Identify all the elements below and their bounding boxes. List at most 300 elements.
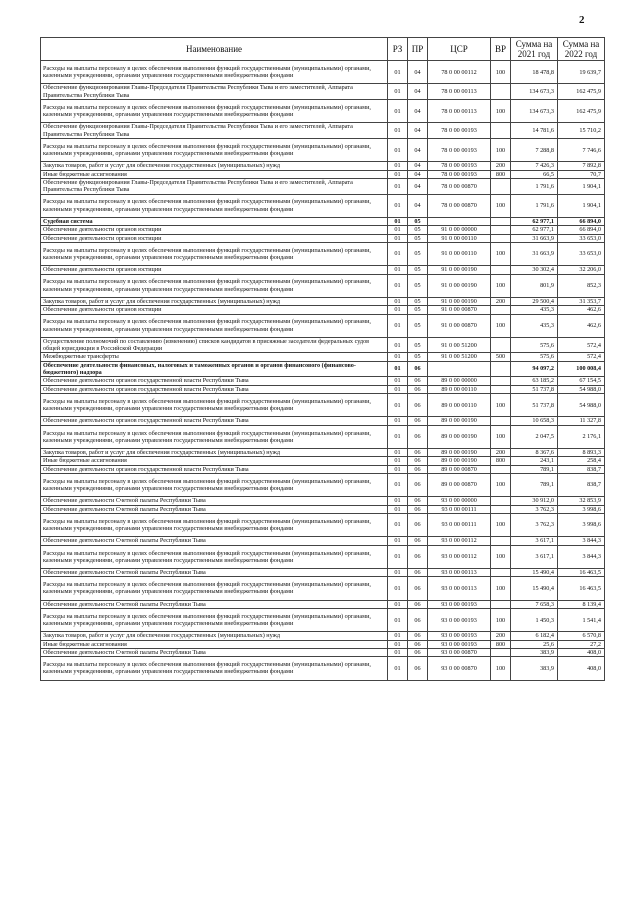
row-sum-2021-cell: 63 185,2: [511, 377, 558, 385]
table-row: [41, 337, 605, 353]
row-sum-2021-cell: 3 617,1: [511, 537, 558, 545]
row-sum-2021-cell: 789,1: [511, 465, 558, 473]
row-sum-2021-cell: 575,6: [511, 337, 558, 353]
row-name-cell: Расходы на выплаты персоналу в целях обеспечения выполнения функций государственными (муниципальными) органами, казенными учреждениями, органами управления государственными внебюджетными фондами: [41, 608, 388, 631]
row-rz-cell: 01: [388, 162, 408, 170]
row-name-cell: Обеспечение деятельности органов юстиции: [41, 266, 388, 274]
row-sum-2022-cell: 3 844,3: [558, 537, 605, 545]
row-rz-cell: 01: [388, 465, 408, 473]
row-pr-cell: 06: [408, 600, 428, 608]
row-sum-2021-cell: 383,9: [511, 648, 558, 656]
row-sum-2022-cell: 33 653,0: [558, 234, 605, 242]
row-pr-cell: 06: [408, 608, 428, 631]
row-sum-2021-cell: 801,9: [511, 274, 558, 297]
row-vr-cell: 100: [491, 473, 511, 496]
row-name-cell: Расходы на выплаты персоналу в целях обеспечения выполнения функций государственными (муниципальными) органами, казенными учреждениями, органами управления государственными внебюджетными фондами: [41, 513, 388, 536]
table-row: [41, 178, 605, 194]
row-sum-2021-cell: 134 673,3: [511, 99, 558, 122]
row-csr-cell: 91 0 00 00000: [428, 226, 491, 234]
row-csr-cell: 93 0 00 00193: [428, 640, 491, 648]
table-row: [41, 361, 605, 377]
row-vr-cell: [491, 306, 511, 314]
row-sum-2021-cell: 1 450,3: [511, 608, 558, 631]
row-pr-cell: 06: [408, 473, 428, 496]
row-vr-cell: [491, 537, 511, 545]
row-vr-cell: 100: [491, 577, 511, 600]
row-sum-2022-cell: 32 853,9: [558, 497, 605, 505]
table-row: [41, 545, 605, 568]
row-pr-cell: 05: [408, 266, 428, 274]
row-name-cell: Обеспечение деятельности Счетной палаты Республики Тыва: [41, 648, 388, 656]
row-vr-cell: 800: [491, 170, 511, 178]
row-sum-2022-cell: 27,2: [558, 640, 605, 648]
table-row: [41, 632, 605, 640]
row-name-cell: Судебная система: [41, 217, 388, 225]
row-sum-2021-cell: 31 663,9: [511, 234, 558, 242]
row-vr-cell: 800: [491, 457, 511, 465]
row-vr-cell: 200: [491, 449, 511, 457]
row-vr-cell: [491, 600, 511, 608]
row-sum-2021-cell: 29 500,4: [511, 297, 558, 305]
row-name-cell: Обеспечение деятельности Счетной палаты Республики Тыва: [41, 569, 388, 577]
row-sum-2021-cell: 94 097,2: [511, 361, 558, 377]
row-csr-cell: [428, 361, 491, 377]
row-vr-cell: [491, 266, 511, 274]
table-row: [41, 353, 605, 361]
row-pr-cell: 06: [408, 577, 428, 600]
row-sum-2021-cell: 435,3: [511, 306, 558, 314]
row-rz-cell: 01: [388, 353, 408, 361]
row-name-cell: Расходы на выплаты персоналу в целях обеспечения выполнения функций государственными (муниципальными) органами, казенными учреждениями, органами управления государственными внебюджетными фондами: [41, 657, 388, 680]
row-sum-2022-cell: 3 998,6: [558, 505, 605, 513]
row-pr-cell: 06: [408, 569, 428, 577]
row-rz-cell: 01: [388, 217, 408, 225]
row-pr-cell: 06: [408, 513, 428, 536]
row-sum-2021-cell: 134 673,3: [511, 84, 558, 100]
row-csr-cell: 78 0 00 00870: [428, 178, 491, 194]
row-rz-cell: 01: [388, 497, 408, 505]
row-pr-cell: 05: [408, 226, 428, 234]
row-vr-cell: 100: [491, 608, 511, 631]
row-pr-cell: 06: [408, 377, 428, 385]
row-sum-2022-cell: 7 892,8: [558, 162, 605, 170]
table-header-row: [41, 38, 605, 61]
row-rz-cell: 01: [388, 505, 408, 513]
row-pr-cell: 06: [408, 425, 428, 448]
row-vr-cell: [491, 361, 511, 377]
table-row: [41, 465, 605, 473]
row-sum-2021-cell: 31 663,9: [511, 242, 558, 265]
table-row: [41, 569, 605, 577]
row-csr-cell: 93 0 00 00111: [428, 513, 491, 536]
row-sum-2021-cell: 14 781,6: [511, 123, 558, 139]
table-row: [41, 314, 605, 337]
row-name-cell: Расходы на выплаты персоналу в целях обеспечения выполнения функций государственными (муниципальными) органами, казенными учреждениями, органами управления государственными внебюджетными фондами: [41, 473, 388, 496]
row-csr-cell: 78 0 00 00193: [428, 123, 491, 139]
row-rz-cell: 01: [388, 194, 408, 217]
row-sum-2021-cell: 243,1: [511, 457, 558, 465]
row-sum-2022-cell: 2 176,1: [558, 425, 605, 448]
row-rz-cell: 01: [388, 473, 408, 496]
row-rz-cell: 01: [388, 61, 408, 84]
row-name-cell: Осуществление полномочий по составлению (изменению) списков кандидатов в присяжные заседатели федеральных судов общей юрисдикции в Российской Федерации: [41, 337, 388, 353]
row-name-cell: Обеспечение функционирования Главы-Председателя Правительства Республики Тыва и его заместителей, Аппарата Правительства Республики Тыва: [41, 123, 388, 139]
row-csr-cell: 89 0 00 00190: [428, 425, 491, 448]
row-rz-cell: 01: [388, 138, 408, 161]
table-body: [41, 61, 605, 681]
row-csr-cell: 93 0 00 00870: [428, 657, 491, 680]
row-csr-cell: 91 0 00 00110: [428, 242, 491, 265]
row-pr-cell: 05: [408, 234, 428, 242]
row-name-cell: Иные бюджетные ассигнования: [41, 640, 388, 648]
row-name-cell: Обеспечение функционирования Главы-Председателя Правительства Республики Тыва и его заместителей, Аппарата Правительства Республики Тыва: [41, 84, 388, 100]
row-csr-cell: 93 0 00 00113: [428, 577, 491, 600]
row-pr-cell: 04: [408, 138, 428, 161]
row-sum-2022-cell: 408,0: [558, 648, 605, 656]
row-sum-2021-cell: 575,6: [511, 353, 558, 361]
row-sum-2021-cell: 62 977,1: [511, 226, 558, 234]
table-row: [41, 266, 605, 274]
row-sum-2022-cell: 462,6: [558, 306, 605, 314]
row-rz-cell: 01: [388, 123, 408, 139]
row-sum-2022-cell: 8 139,4: [558, 600, 605, 608]
row-vr-cell: [491, 385, 511, 393]
row-rz-cell: 01: [388, 99, 408, 122]
row-csr-cell: 78 0 00 00112: [428, 61, 491, 84]
header-rz: РЗ: [388, 38, 408, 61]
row-vr-cell: 100: [491, 194, 511, 217]
table-row: [41, 497, 605, 505]
row-vr-cell: [491, 178, 511, 194]
row-rz-cell: 01: [388, 234, 408, 242]
row-name-cell: Обеспечение деятельности органов юстиции: [41, 306, 388, 314]
table-row: [41, 61, 605, 84]
row-name-cell: Расходы на выплаты персоналу в целях обеспечения выполнения функций государственными (муниципальными) органами, казенными учреждениями, органами управления государственными внебюджетными фондами: [41, 194, 388, 217]
row-pr-cell: 06: [408, 632, 428, 640]
row-pr-cell: 06: [408, 393, 428, 416]
table-row: [41, 194, 605, 217]
row-rz-cell: 01: [388, 657, 408, 680]
row-sum-2021-cell: 10 658,3: [511, 417, 558, 425]
row-vr-cell: 100: [491, 545, 511, 568]
row-name-cell: Обеспечение деятельности органов государственной власти Республики Тыва: [41, 377, 388, 385]
row-csr-cell: 89 0 00 00190: [428, 457, 491, 465]
row-name-cell: Обеспечение деятельности органов государственной власти Республики Тыва: [41, 385, 388, 393]
row-sum-2021-cell: 51 737,8: [511, 393, 558, 416]
row-sum-2021-cell: 3 617,1: [511, 545, 558, 568]
row-rz-cell: 01: [388, 449, 408, 457]
row-sum-2021-cell: 66,5: [511, 170, 558, 178]
row-csr-cell: 78 0 00 00113: [428, 99, 491, 122]
table-row: [41, 449, 605, 457]
table-row: [41, 385, 605, 393]
row-sum-2022-cell: 15 710,2: [558, 123, 605, 139]
row-vr-cell: 100: [491, 242, 511, 265]
row-vr-cell: 200: [491, 632, 511, 640]
row-name-cell: Расходы на выплаты персоналу в целях обеспечения выполнения функций государственными (муниципальными) органами, казенными учреждениями, органами управления государственными внебюджетными фондами: [41, 577, 388, 600]
row-rz-cell: 01: [388, 170, 408, 178]
row-name-cell: Обеспечение деятельности Счетной палаты Республики Тыва: [41, 537, 388, 545]
row-pr-cell: 05: [408, 314, 428, 337]
row-rz-cell: 01: [388, 640, 408, 648]
row-pr-cell: 06: [408, 361, 428, 377]
row-sum-2022-cell: 7 746,6: [558, 138, 605, 161]
row-sum-2022-cell: 8 893,3: [558, 449, 605, 457]
row-sum-2022-cell: 572,4: [558, 353, 605, 361]
row-vr-cell: 100: [491, 425, 511, 448]
row-vr-cell: [491, 123, 511, 139]
row-sum-2021-cell: 15 490,4: [511, 577, 558, 600]
row-pr-cell: 05: [408, 217, 428, 225]
row-vr-cell: [491, 217, 511, 225]
row-name-cell: Обеспечение деятельности финансовых, налоговых и таможенных органов и органов финансового (финансово-бюджетного) надзора: [41, 361, 388, 377]
row-pr-cell: 06: [408, 537, 428, 545]
row-sum-2022-cell: 54 988,0: [558, 393, 605, 416]
row-pr-cell: 04: [408, 178, 428, 194]
table-row: [41, 600, 605, 608]
row-csr-cell: 89 0 00 00190: [428, 449, 491, 457]
row-pr-cell: 04: [408, 84, 428, 100]
row-sum-2022-cell: 838,7: [558, 465, 605, 473]
row-name-cell: Обеспечение деятельности органов юстиции: [41, 234, 388, 242]
table-row: [41, 417, 605, 425]
row-rz-cell: 01: [388, 314, 408, 337]
row-rz-cell: 01: [388, 306, 408, 314]
row-sum-2022-cell: 33 653,0: [558, 242, 605, 265]
row-name-cell: Закупка товаров, работ и услуг для обеспечения государственных (муниципальных) нужд: [41, 449, 388, 457]
row-vr-cell: [491, 497, 511, 505]
row-name-cell: Расходы на выплаты персоналу в целях обеспечения выполнения функций государственными (муниципальными) органами, казенными учреждениями, органами управления государственными внебюджетными фондами: [41, 99, 388, 122]
row-rz-cell: 01: [388, 457, 408, 465]
table-row: [41, 274, 605, 297]
table-row: [41, 648, 605, 656]
header-csr: ЦСР: [428, 38, 491, 61]
table-row: [41, 84, 605, 100]
row-vr-cell: 200: [491, 162, 511, 170]
row-rz-cell: 01: [388, 84, 408, 100]
row-sum-2022-cell: 100 008,4: [558, 361, 605, 377]
row-name-cell: Расходы на выплаты персоналу в целях обеспечения выполнения функций государственными (муниципальными) органами, казенными учреждениями, органами управления государственными внебюджетными фондами: [41, 242, 388, 265]
row-sum-2021-cell: 7 426,3: [511, 162, 558, 170]
header-name: Наименование: [41, 38, 388, 61]
row-vr-cell: [491, 226, 511, 234]
row-sum-2022-cell: 32 206,0: [558, 266, 605, 274]
table-row: [41, 577, 605, 600]
row-csr-cell: 91 0 00 00190: [428, 266, 491, 274]
row-sum-2021-cell: 1 791,6: [511, 178, 558, 194]
row-name-cell: Обеспечение деятельности Счетной палаты Республики Тыва: [41, 505, 388, 513]
row-csr-cell: 93 0 00 00000: [428, 497, 491, 505]
table-row: [41, 513, 605, 536]
table-row: [41, 123, 605, 139]
row-pr-cell: 04: [408, 123, 428, 139]
row-sum-2021-cell: 6 182,4: [511, 632, 558, 640]
row-sum-2021-cell: 2 047,5: [511, 425, 558, 448]
row-sum-2021-cell: 1 791,6: [511, 194, 558, 217]
row-sum-2022-cell: 838,7: [558, 473, 605, 496]
row-vr-cell: 100: [491, 393, 511, 416]
row-sum-2022-cell: 3 844,3: [558, 545, 605, 568]
row-csr-cell: 93 0 00 00113: [428, 569, 491, 577]
row-name-cell: Закупка товаров, работ и услуг для обеспечения государственных (муниципальных) нужд: [41, 297, 388, 305]
row-name-cell: Межбюджетные трансферты: [41, 353, 388, 361]
row-vr-cell: [491, 569, 511, 577]
table-row: [41, 226, 605, 234]
row-csr-cell: 78 0 00 00113: [428, 84, 491, 100]
table-row: [41, 425, 605, 448]
row-sum-2022-cell: 66 894,0: [558, 226, 605, 234]
row-rz-cell: 01: [388, 513, 408, 536]
row-rz-cell: 01: [388, 385, 408, 393]
row-vr-cell: [491, 337, 511, 353]
row-pr-cell: 06: [408, 497, 428, 505]
row-csr-cell: [428, 217, 491, 225]
row-pr-cell: 06: [408, 545, 428, 568]
row-pr-cell: 05: [408, 297, 428, 305]
row-csr-cell: 78 0 00 00193: [428, 170, 491, 178]
row-rz-cell: 01: [388, 425, 408, 448]
row-rz-cell: 01: [388, 377, 408, 385]
table-row: [41, 657, 605, 680]
row-csr-cell: 91 0 00 00190: [428, 297, 491, 305]
row-rz-cell: 01: [388, 600, 408, 608]
row-rz-cell: 01: [388, 266, 408, 274]
row-sum-2022-cell: 66 894,0: [558, 217, 605, 225]
row-csr-cell: 93 0 00 00193: [428, 608, 491, 631]
row-sum-2022-cell: 258,4: [558, 457, 605, 465]
row-pr-cell: 04: [408, 170, 428, 178]
row-csr-cell: 78 0 00 00193: [428, 162, 491, 170]
row-csr-cell: 93 0 00 00111: [428, 505, 491, 513]
row-sum-2022-cell: 162 475,9: [558, 99, 605, 122]
row-csr-cell: 91 0 00 00190: [428, 274, 491, 297]
row-sum-2021-cell: 15 490,4: [511, 569, 558, 577]
row-vr-cell: [491, 417, 511, 425]
row-pr-cell: 06: [408, 657, 428, 680]
row-rz-cell: 01: [388, 274, 408, 297]
row-vr-cell: [491, 648, 511, 656]
row-rz-cell: 01: [388, 361, 408, 377]
row-sum-2021-cell: 8 367,6: [511, 449, 558, 457]
row-csr-cell: 93 0 00 00193: [428, 632, 491, 640]
row-name-cell: Закупка товаров, работ и услуг для обеспечения государственных (муниципальных) нужд: [41, 162, 388, 170]
row-sum-2022-cell: 31 353,7: [558, 297, 605, 305]
row-sum-2022-cell: 408,0: [558, 657, 605, 680]
row-sum-2022-cell: 54 988,0: [558, 385, 605, 393]
row-rz-cell: 01: [388, 337, 408, 353]
row-vr-cell: 800: [491, 640, 511, 648]
row-vr-cell: 100: [491, 274, 511, 297]
row-csr-cell: 78 0 00 00193: [428, 138, 491, 161]
row-pr-cell: 04: [408, 99, 428, 122]
row-vr-cell: [491, 465, 511, 473]
table-row: [41, 297, 605, 305]
table-row: [41, 537, 605, 545]
row-pr-cell: 06: [408, 449, 428, 457]
row-pr-cell: 04: [408, 162, 428, 170]
row-rz-cell: 01: [388, 226, 408, 234]
row-csr-cell: 89 0 00 00110: [428, 385, 491, 393]
row-sum-2021-cell: 62 977,1: [511, 217, 558, 225]
row-csr-cell: 91 0 00 51200: [428, 353, 491, 361]
row-sum-2021-cell: 30 912,0: [511, 497, 558, 505]
row-name-cell: Обеспечение деятельности Счетной палаты Республики Тыва: [41, 600, 388, 608]
row-rz-cell: 01: [388, 648, 408, 656]
row-pr-cell: 05: [408, 242, 428, 265]
row-csr-cell: 93 0 00 00870: [428, 648, 491, 656]
row-pr-cell: 06: [408, 417, 428, 425]
row-csr-cell: 78 0 00 00870: [428, 194, 491, 217]
table-row: [41, 505, 605, 513]
table-row: [41, 170, 605, 178]
page-number: 2: [579, 14, 585, 26]
row-sum-2021-cell: 25,6: [511, 640, 558, 648]
row-pr-cell: 06: [408, 465, 428, 473]
row-sum-2022-cell: 462,6: [558, 314, 605, 337]
row-sum-2022-cell: 3 998,6: [558, 513, 605, 536]
row-vr-cell: 200: [491, 297, 511, 305]
row-vr-cell: [491, 377, 511, 385]
row-rz-cell: 01: [388, 608, 408, 631]
row-name-cell: Закупка товаров, работ и услуг для обеспечения государственных (муниципальных) нужд: [41, 632, 388, 640]
row-rz-cell: 01: [388, 632, 408, 640]
row-rz-cell: 01: [388, 297, 408, 305]
table-row: [41, 473, 605, 496]
header-sum-2021: Сумма на 2021 год: [511, 38, 558, 61]
row-name-cell: Расходы на выплаты персоналу в целях обеспечения выполнения функций государственными (муниципальными) органами, казенными учреждениями, органами управления государственными внебюджетными фондами: [41, 425, 388, 448]
row-sum-2021-cell: 18 478,8: [511, 61, 558, 84]
row-name-cell: Обеспечение деятельности органов государственной власти Республики Тыва: [41, 465, 388, 473]
budget-table: [40, 37, 605, 681]
row-sum-2022-cell: 162 475,9: [558, 84, 605, 100]
row-sum-2021-cell: 3 762,3: [511, 505, 558, 513]
header-sum-2022: Сумма на 2022 год: [558, 38, 605, 61]
row-csr-cell: 93 0 00 00112: [428, 537, 491, 545]
table-row: [41, 242, 605, 265]
row-sum-2021-cell: 7 288,8: [511, 138, 558, 161]
row-pr-cell: 06: [408, 648, 428, 656]
row-pr-cell: 05: [408, 274, 428, 297]
row-vr-cell: 100: [491, 513, 511, 536]
row-csr-cell: 89 0 00 00110: [428, 393, 491, 416]
row-csr-cell: 91 0 00 51200: [428, 337, 491, 353]
row-vr-cell: 100: [491, 138, 511, 161]
row-vr-cell: 100: [491, 61, 511, 84]
row-vr-cell: 100: [491, 657, 511, 680]
table-row: [41, 393, 605, 416]
row-name-cell: Иные бюджетные ассигнования: [41, 170, 388, 178]
row-csr-cell: 91 0 00 00870: [428, 314, 491, 337]
row-sum-2021-cell: 383,9: [511, 657, 558, 680]
row-sum-2022-cell: 19 639,7: [558, 61, 605, 84]
row-name-cell: Обеспечение функционирования Главы-Председателя Правительства Республики Тыва и его заместителей, Аппарата Правительства Республики Тыва: [41, 178, 388, 194]
row-csr-cell: 91 0 00 00870: [428, 306, 491, 314]
row-csr-cell: 89 0 00 00870: [428, 473, 491, 496]
row-sum-2022-cell: 16 463,5: [558, 569, 605, 577]
row-name-cell: Расходы на выплаты персоналу в целях обеспечения выполнения функций государственными (муниципальными) органами, казенными учреждениями, органами управления государственными внебюджетными фондами: [41, 314, 388, 337]
row-vr-cell: [491, 84, 511, 100]
row-vr-cell: [491, 234, 511, 242]
row-csr-cell: 89 0 00 00190: [428, 417, 491, 425]
row-name-cell: Расходы на выплаты персоналу в целях обеспечения выполнения функций государственными (муниципальными) органами, казенными учреждениями, органами управления государственными внебюджетными фондами: [41, 545, 388, 568]
row-vr-cell: 500: [491, 353, 511, 361]
row-csr-cell: 89 0 00 00000: [428, 377, 491, 385]
row-pr-cell: 04: [408, 61, 428, 84]
row-pr-cell: 06: [408, 385, 428, 393]
row-name-cell: Обеспечение деятельности Счетной палаты Республики Тыва: [41, 497, 388, 505]
row-pr-cell: 05: [408, 306, 428, 314]
table-row: [41, 234, 605, 242]
